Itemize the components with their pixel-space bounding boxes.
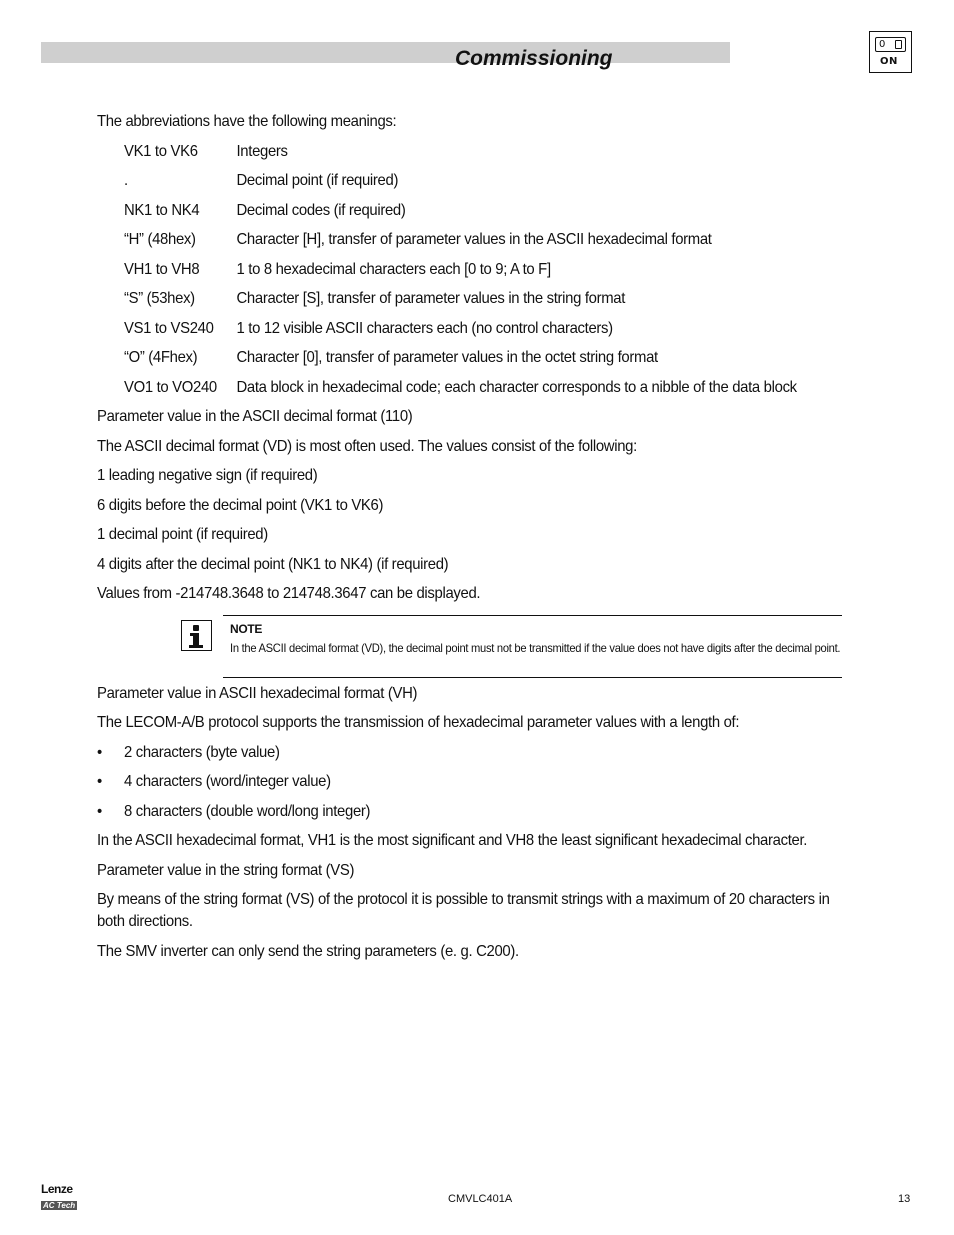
abbreviation-key: VS1 to VS240 <box>123 319 214 337</box>
abbreviation-key: VK1 to VK6 <box>123 142 198 160</box>
abbreviation-key: VO1 to VO240 <box>123 378 217 396</box>
abbreviation-key: VH1 to VH8 <box>123 260 200 278</box>
decimal-item: 4 digits after the decimal point (NK1 to NK4) (if required) <box>97 555 449 573</box>
page-number: 13 <box>898 1193 911 1205</box>
switch-icon <box>875 37 906 52</box>
string-heading: Parameter value in the string format (VS) <box>97 861 355 879</box>
abbreviation-value: Character [H], transfer of parameter values in the ASCII hexadecimal format <box>236 231 712 248</box>
abbreviation-row <box>124 141 860 163</box>
abbreviations-intro: The abbreviations have the following meanings: <box>97 113 397 130</box>
list-item-text: 4 characters (word/integer value) <box>123 773 331 790</box>
list-item <box>97 742 860 764</box>
on-label: ON <box>880 56 898 67</box>
document-id: CMVLC401A <box>448 1193 513 1205</box>
list-item <box>97 771 860 793</box>
abbreviation-value: Character [S], transfer of parameter values in the string format <box>236 290 626 307</box>
abbreviation-value: Data block in hexadecimal code; each character corresponds to a nibble of the data block <box>236 378 797 396</box>
abbreviation-value: 1 to 12 visible ASCII characters each (no control characters) <box>236 319 613 337</box>
list-item <box>97 801 860 823</box>
note-box <box>223 615 842 678</box>
abbreviation-row <box>124 377 860 399</box>
logo-brand: Lenze <box>41 1182 73 1196</box>
abbreviation-row <box>124 288 860 310</box>
abbreviation-value: Character [0], transfer of parameter values in the octet string format <box>236 349 658 366</box>
abbreviation-key: “O” (4Fhex) <box>123 349 198 366</box>
bullet-icon: • <box>97 802 102 820</box>
abbreviation-row <box>124 170 860 192</box>
decimal-heading: Parameter value in the ASCII decimal format (110) <box>97 408 413 425</box>
power-on-icon <box>869 31 912 73</box>
abbreviation-value: 1 to 8 hexadecimal characters each [0 to 9; A to F] <box>236 260 551 278</box>
info-icon <box>181 620 212 651</box>
list-item-text: 8 characters (double word/long integer) <box>123 802 371 820</box>
hex-note: In the ASCII hexadecimal format, VH1 is the most significant and VH8 the least significant hexadecimal character. <box>97 832 808 849</box>
note-callout <box>181 615 842 678</box>
decimal-intro: The ASCII decimal format (VD) is most often used. The values consist of the following: <box>97 437 637 455</box>
hex-intro: The LECOM-A/B protocol supports the transmission of hexadecimal parameter values with a length of: <box>97 714 740 731</box>
rocker-shape <box>895 40 902 49</box>
decimal-item: 1 decimal point (if required) <box>97 526 268 543</box>
abbreviation-value: Decimal codes (if required) <box>236 201 406 219</box>
string-note: The SMV inverter can only send the string parameters (e. g. C200). <box>97 942 519 960</box>
string-body: By means of the string format (VS) of the protocol it is possible to transmit strings with a maximum of 20 characters in both directions. <box>97 891 830 930</box>
abbreviation-key: . <box>123 172 128 189</box>
header-bar <box>41 42 730 63</box>
abbreviation-value: Integers <box>236 142 288 160</box>
main-content <box>97 111 860 970</box>
logo-sub: AC Tech <box>43 1201 76 1210</box>
decimal-range: Values from -214748.3648 to 214748.3647 can be displayed. <box>97 585 481 602</box>
abbreviation-key: “S” (53hex) <box>123 290 195 307</box>
abbreviation-key: NK1 to NK4 <box>123 201 200 219</box>
hex-heading: Parameter value in ASCII hexadecimal format (VH) <box>97 684 418 702</box>
list-item-text: 2 characters (byte value) <box>123 743 280 761</box>
note-title: NOTE <box>230 622 263 636</box>
switch-zero-label: 0 <box>879 39 886 50</box>
note-body: In the ASCII decimal format (VD), the decimal point must not be transmitted if the value does not have digits after the decimal point. <box>230 640 841 655</box>
bullet-icon: • <box>97 743 102 761</box>
abbreviation-row <box>124 347 860 369</box>
brand-logo <box>41 1183 79 1213</box>
bullet-icon: • <box>97 773 102 790</box>
decimal-item: 6 digits before the decimal point (VK1 to VK6) <box>97 496 384 514</box>
decimal-item: 1 leading negative sign (if required) <box>97 467 318 484</box>
page-title: Commissioning <box>455 47 613 70</box>
abbreviation-row <box>124 229 860 251</box>
abbreviation-row <box>124 318 860 340</box>
abbreviation-row <box>124 259 860 281</box>
abbreviation-row <box>124 200 860 222</box>
abbreviation-key: “H” (48hex) <box>123 231 196 248</box>
abbreviation-value: Decimal point (if required) <box>236 172 399 189</box>
